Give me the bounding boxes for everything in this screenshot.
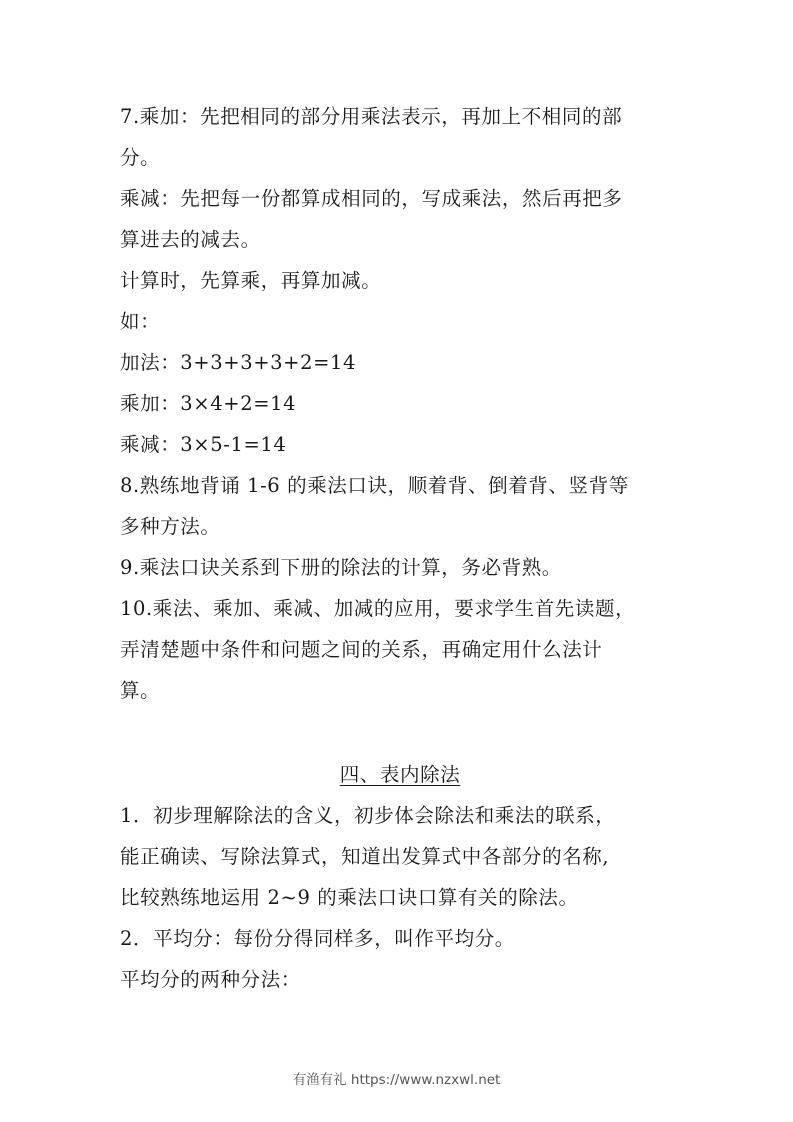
example-line: 加法：3+3+3+3+2=14 <box>120 351 357 374</box>
text-line: 1．初步理解除法的含义，初步体会除法和乘法的联系， <box>120 804 616 827</box>
text-line: 8.熟练地背诵 1-6 的乘法口诀，顺着背、倒着背、竖背等 <box>120 474 629 497</box>
text-line: 算。 <box>120 679 161 702</box>
section-heading-text: 四、表内除法 <box>339 763 461 786</box>
section-spacer <box>120 711 680 754</box>
example-line: 乘减：3×5-1=14 <box>120 433 287 456</box>
text-line: 多种方法。 <box>120 515 221 538</box>
text-line: 10.乘法、乘加、乘减、加减的应用，要求学生首先读题， <box>120 597 636 620</box>
page-footer: 有渔有礼 https://www.nzxwl.net <box>292 1072 501 1088</box>
text-line: 9.乘法口诀关系到下册的除法的计算，务必背熟。 <box>120 556 562 579</box>
text-line: 2．平均分：每份分得同样多，叫作平均分。 <box>120 927 515 950</box>
text-line: 弄清楚题中条件和问题之间的关系，再确定用什么法计 <box>120 638 603 661</box>
text-line: 计算时，先算乘，再算加减。 <box>120 269 382 292</box>
section-heading <box>120 754 680 795</box>
text-line: 平均分的两种分法： <box>120 968 301 991</box>
text-line: 分。 <box>120 146 161 169</box>
text-line: 7.乘加：先把相同的部分用乘法表示，再加上不相同的部 <box>120 105 623 128</box>
text-line: 乘减：先把每一份都算成相同的，写成乘法，然后再把多 <box>120 187 623 210</box>
text-line: 能正确读、写除法算式，知道出发算式中各部分的名称, <box>120 845 610 868</box>
page-content <box>120 96 680 1000</box>
text-line: 比较熟练地运用 2~9 的乘法口诀口算有关的除法。 <box>120 886 579 909</box>
text-line: 算进去的减去。 <box>120 228 261 251</box>
text-line: 如： <box>120 310 161 333</box>
example-line: 乘加：3×4+2=14 <box>120 392 297 415</box>
